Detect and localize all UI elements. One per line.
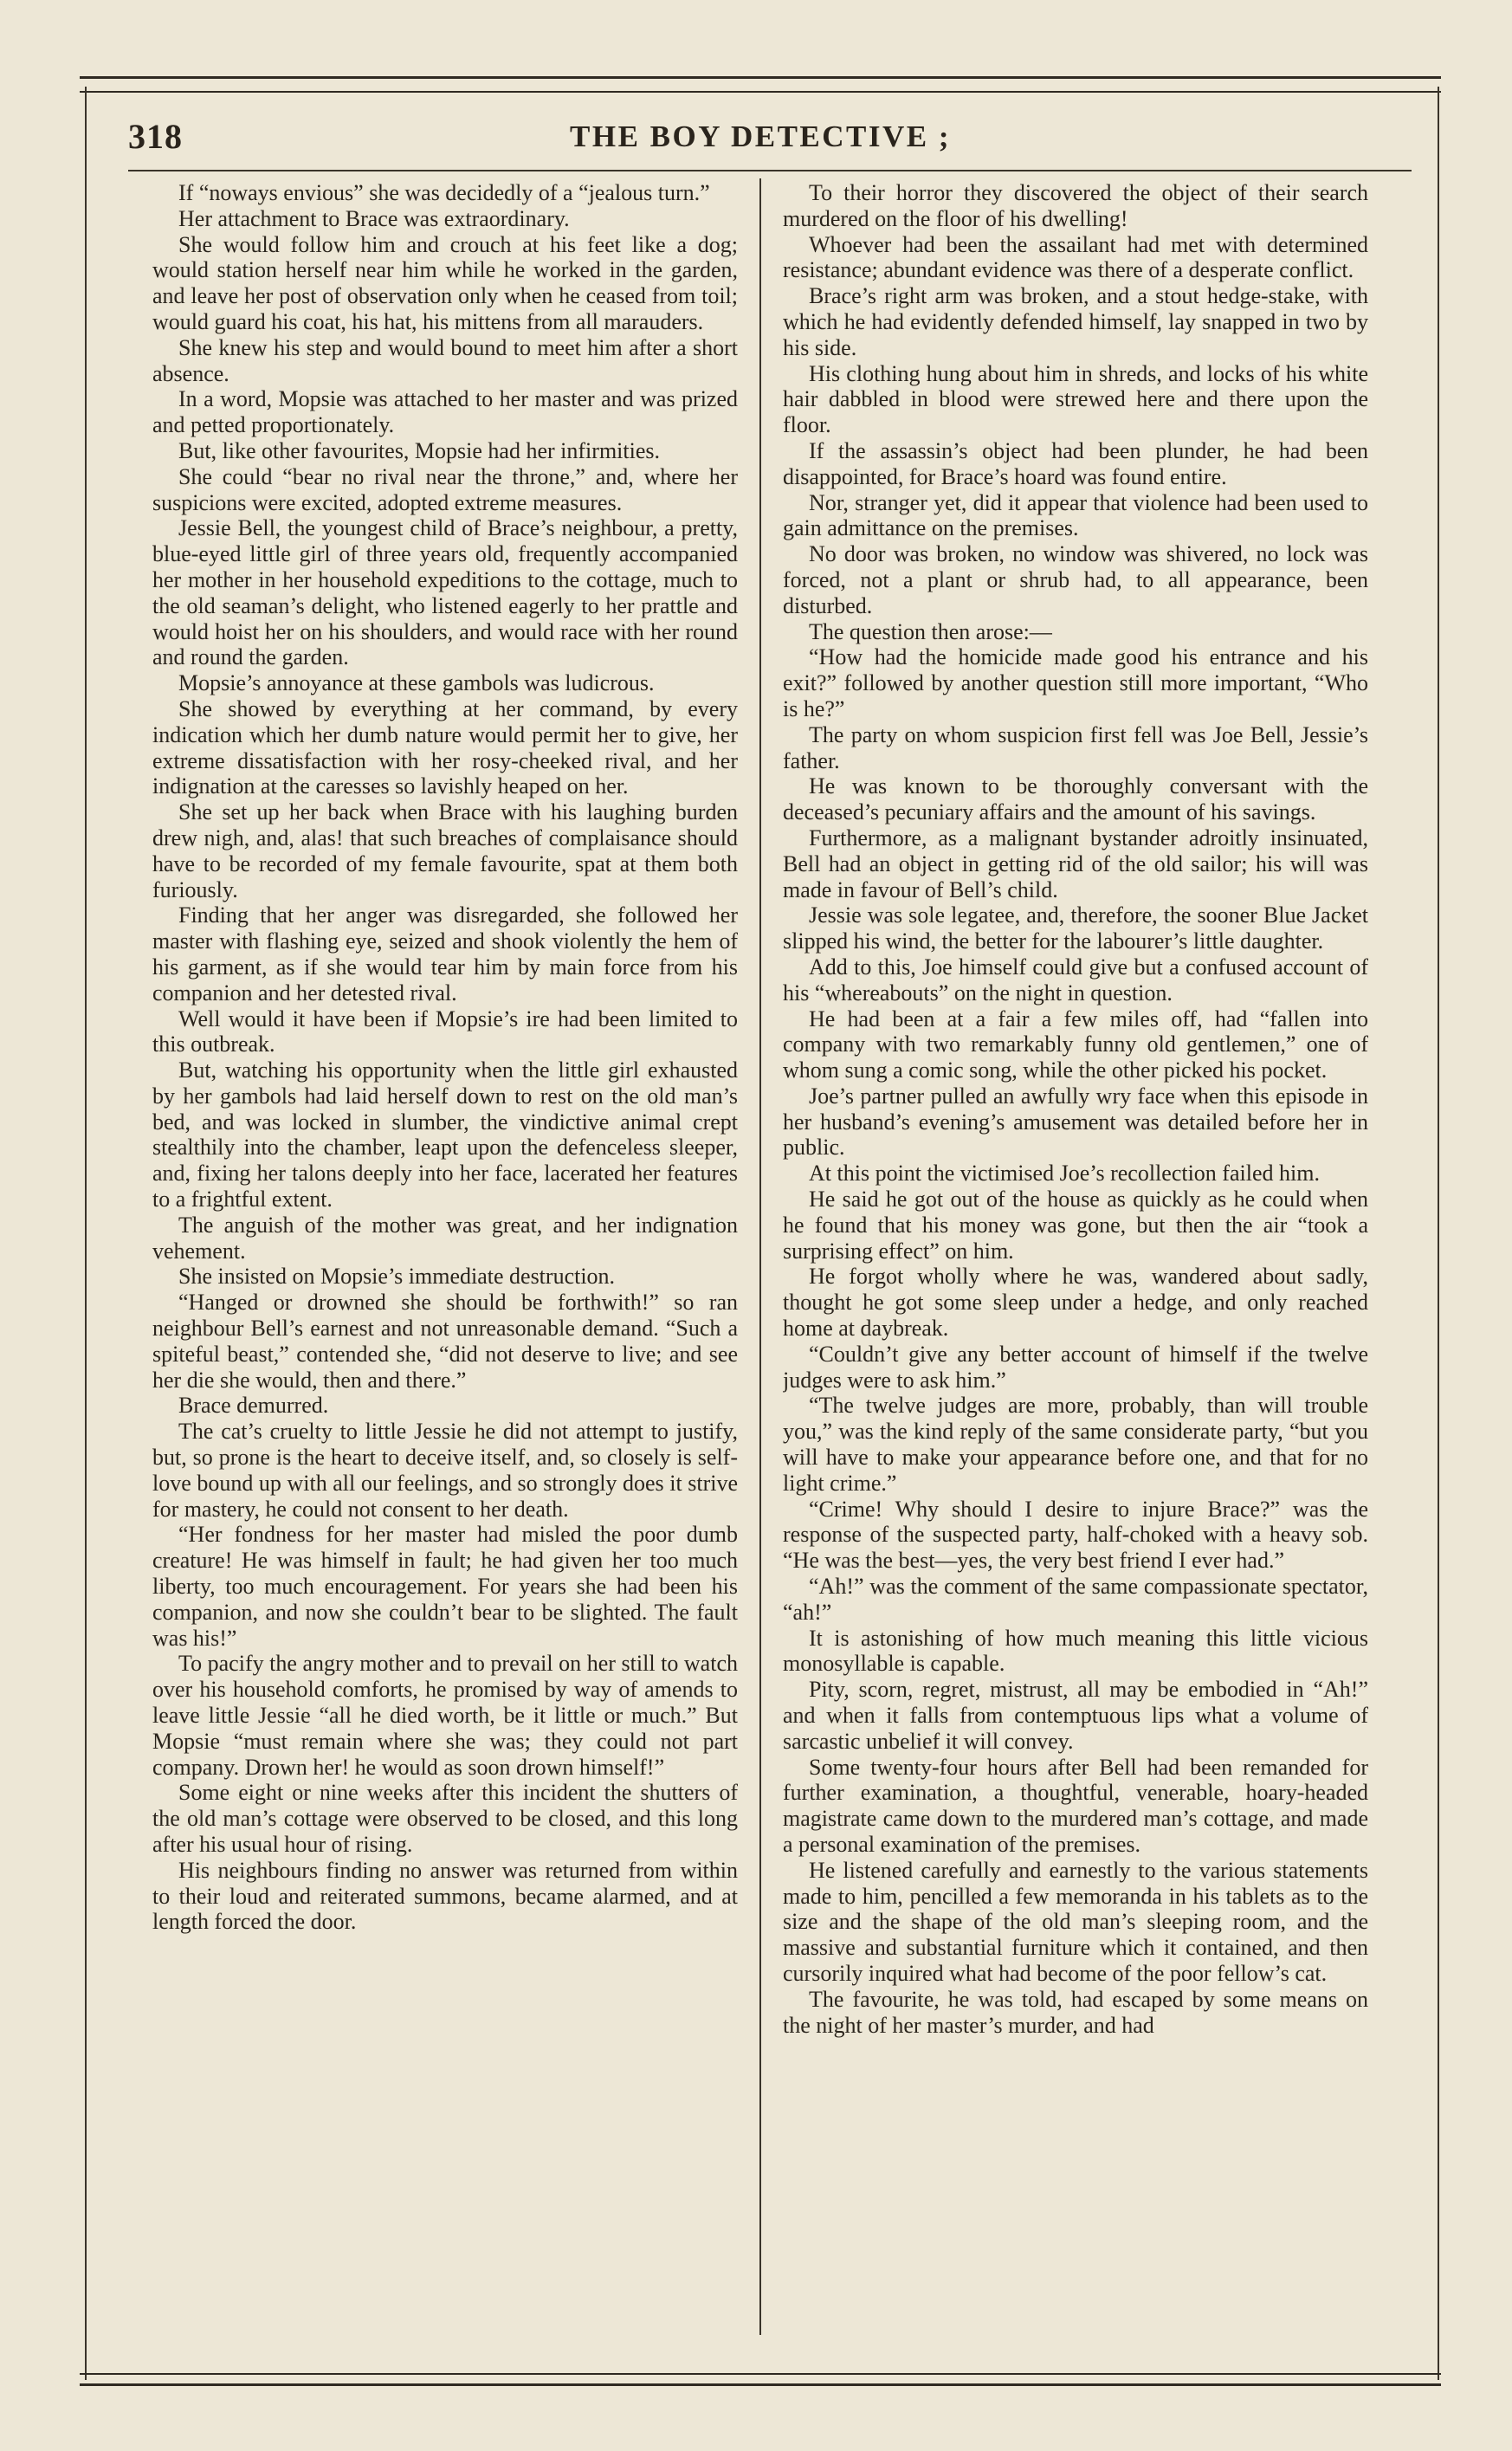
paragraph: Mopsie’s annoyance at these gambols was ludicrous. <box>178 670 655 696</box>
paragraph: He was known to be thoroughly conversant with the deceased’s pecuniary affairs and the amount of his savings. <box>783 773 1368 825</box>
paragraph: “The twelve judges are more, probably, than will trouble you,” was the kind reply of the same considerate party, “but you will have to make your appearance before one, and that for no light crime.” <box>783 1393 1368 1496</box>
paragraph: “How had the homicide made good his entrance and his exit?” followed by another question still more important, “Who is he?” <box>783 644 1368 721</box>
paragraph: “Couldn’t give any better account of himself if the twelve judges were to ask him.” <box>783 1341 1368 1393</box>
paragraph: To pacify the angry mother and to prevail on her still to watch over his household comforts, he promised by way of amends to leave little Jessie “all he died worth, be it little or much.” But Mopsie “must remain where she was; they could not part company. Drown her! he would as soon drown himself!” <box>152 1651 738 1780</box>
bottom-border-rule <box>80 2373 1441 2386</box>
paragraph: Jessie Bell, the youngest child of Brace’s neighbour, a pretty, blue-eyed little girl of three years old, frequently accompanied her mother in her household expeditions to the cottage, much to the old seaman’s delight, who listened eagerly to her prattle and would hoist her on his shoulders, and would race with her round and round the garden. <box>152 515 738 670</box>
left-text-column <box>152 180 738 2337</box>
top-border-rule <box>80 76 1441 93</box>
paragraph: Furthermore, as a malignant bystander adroitly insinuated, Bell had an object in getting rid of the old sailor; his will was made in favour of Bell’s child. <box>783 825 1368 902</box>
running-head-title: THE BOY DETECTIVE ; <box>570 120 952 153</box>
paragraph: Brace demurred. <box>178 1393 329 1419</box>
paragraph: At this point the victimised Joe’s recollection failed him. <box>809 1161 1320 1187</box>
paragraph: But, like other favourites, Mopsie had her infirmities. <box>178 437 660 463</box>
paragraph: Well would it have been if Mopsie’s ire had been limited to this outbreak. <box>152 1006 738 1057</box>
paragraph: The anguish of the mother was great, and her indignation vehement. <box>152 1212 738 1264</box>
paragraph: She showed by everything at her command, by every indication which her dumb nature would permit her to give, her extreme dissatisfaction with her rosy-cheeked rival, and her indignation at the caresses so lavishly heaped on her. <box>152 695 738 799</box>
paragraph: Nor, stranger yet, did it appear that violence had been used to gain admittance on the premises. <box>783 489 1368 541</box>
paragraph: If the assassin’s object had been plunder, he had been disappointed, for Brace’s hoard was found entire. <box>783 437 1368 489</box>
paragraph: The favourite, he was told, had escaped by some means on the night of her master’s murder, and had <box>783 1986 1368 2038</box>
paragraph: Whoever had been the assailant had met with determined resistance; abundant evidence was there of a desperate conflict. <box>783 231 1368 283</box>
paragraph: His clothing hung about him in shreds, and locks of his white hair dabbled in blood were strewed here and there upon the floor. <box>783 360 1368 438</box>
paragraph: In a word, Mopsie was attached to her master and was prized and petted proportionately. <box>152 386 738 438</box>
paragraph: He forgot wholly where he was, wandered about sadly, thought he got some sleep under a hedge, and only reached home at daybreak. <box>783 1264 1368 1342</box>
paragraph: It is astonishing of how much meaning this little vicious monosyllable is capable. <box>783 1625 1368 1677</box>
paragraph: Finding that her anger was disregarded, she followed her master with flashing eye, seized and shook violently the hem of his garment, as if she would tear him by main force from his companion and her detested rival. <box>152 902 738 1006</box>
paragraph: He said he got out of the house as quickly as he could when he found that his money was gone, but then the air “took a surprising effect” on him. <box>783 1187 1368 1264</box>
paragraph: The party on whom suspicion first fell was Joe Bell, Jessie’s father. <box>783 721 1368 773</box>
paragraph: She insisted on Mopsie’s immediate destruction. <box>178 1264 616 1290</box>
right-border-rule <box>1438 87 1439 2380</box>
paragraph: “Hanged or drowned she should be forthwith!” so ran neighbour Bell’s earnest and not unreasonable demand. “Such a spiteful beast,” contended she, “did not deserve to live; and see her die she would, then and there.” <box>152 1290 738 1393</box>
paragraph: Pity, scorn, regret, mistrust, all may be embodied in “Ah!” and when it falls from contemptuous lips what a volume of sarcastic unbelief it will convey. <box>783 1677 1368 1754</box>
paragraph: Some eight or nine weeks after this incident the shutters of the old man’s cottage were observed to be closed, and this long after his usual hour of rising. <box>152 1780 738 1857</box>
paragraph: He listened carefully and earnestly to the various statements made to him, pencilled a few memoranda in his tablets as to the size and the shape of the old man’s sleeping room, and the massive and substantial furniture which it contained, and then cursorily inquired what had become of the poor fellow’s cat. <box>783 1857 1368 1986</box>
page-number: 318 <box>128 117 183 156</box>
paragraph: No door was broken, no window was shivered, no lock was forced, not a plant or shrub had, to all appearance, been disturbed. <box>783 541 1368 618</box>
paragraph: Jessie was sole legatee, and, therefore, the sooner Blue Jacket slipped his wind, the better for the labourer’s little daughter. <box>783 902 1368 954</box>
paragraph: “Ah!” was the comment of the same compassionate spectator, “ah!” <box>783 1574 1368 1625</box>
paragraph: She could “bear no rival near the throne,” and, where her suspicions were excited, adopted extreme measures. <box>152 463 738 515</box>
page-header <box>128 116 1410 168</box>
header-rule <box>128 170 1412 171</box>
paragraph: He had been at a fair a few miles off, had “fallen into company with two remarkably funny old gentlemen,” one of whom sung a comic song, while the other picked his pocket. <box>783 1006 1368 1083</box>
paragraph: “Crime! Why should I desire to injure Brace?” was the response of the suspected party, half-choked with a heavy sob. “He was the best—yes, the very best friend I ever had.” <box>783 1496 1368 1574</box>
paragraph: She knew his step and would bound to meet him after a short absence. <box>152 334 738 386</box>
paragraph: Some twenty-four hours after Bell had been remanded for further examination, a thoughtful, venerable, hoary-headed magistrate came down to the murdered man’s cottage, and made a personal examination of the premises. <box>783 1754 1368 1857</box>
paragraph: The question then arose:— <box>809 618 1052 644</box>
left-border-rule <box>85 87 87 2380</box>
paragraph: Her attachment to Brace was extraordinary. <box>178 205 570 231</box>
paragraph: To their horror they discovered the object of their search murdered on the floor of his dwelling! <box>783 180 1368 231</box>
right-text-column <box>783 180 1368 2337</box>
paragraph: She set up her back when Brace with his laughing burden drew nigh, and, alas! that such breaches of complaisance should have to be recorded of my female favourite, spat at them both furiously. <box>152 799 738 902</box>
paragraph: “Her fondness for her master had misled the poor dumb creature! He was himself in fault; he had given her too much liberty, too much encouragement. For years she had been his companion, and now she couldn’t bear to be slighted. The fault was his!” <box>152 1522 738 1651</box>
paragraph: But, watching his opportunity when the little girl exhausted by her gambols had laid herself down to rest on the old man’s bed, and was locked in slumber, the vindictive animal crept stealthily into the chamber, leapt upon the defenceless sleeper, and, fixing her talons deeply into her face, lacerated her features to a frightful extent. <box>152 1057 738 1213</box>
paragraph: Add to this, Joe himself could give but a confused account of his “whereabouts” on the night in question. <box>783 954 1368 1006</box>
paragraph: She would follow him and crouch at his feet like a dog; would station herself near him while he worked in the garden, and leave her post of observation only when he ceased from toil; would guard his coat, his hat, his mittens from all marauders. <box>152 231 738 334</box>
paragraph: If “noways envious” she was decidedly of a “jealous turn.” <box>178 180 710 205</box>
paragraph: Joe’s partner pulled an awfully wry face when this episode in her husband’s evening’s amusement was detailed before her in public. <box>783 1083 1368 1161</box>
paragraph: His neighbours finding no answer was returned from within to their loud and reiterated summons, became alarmed, and at length forced the door. <box>152 1857 738 1935</box>
paragraph: The cat’s cruelty to little Jessie he did not attempt to justify, but, so prone is the heart to deceive itself, and, so closely is self-love bound up with all our feelings, and so strongly does it strive for mastery, he could not consent to her death. <box>152 1419 738 1522</box>
column-divider <box>759 178 761 2335</box>
paragraph: Brace’s right arm was broken, and a stout hedge-stake, with which he had evidently defended himself, lay snapped in two by his side. <box>783 283 1368 360</box>
